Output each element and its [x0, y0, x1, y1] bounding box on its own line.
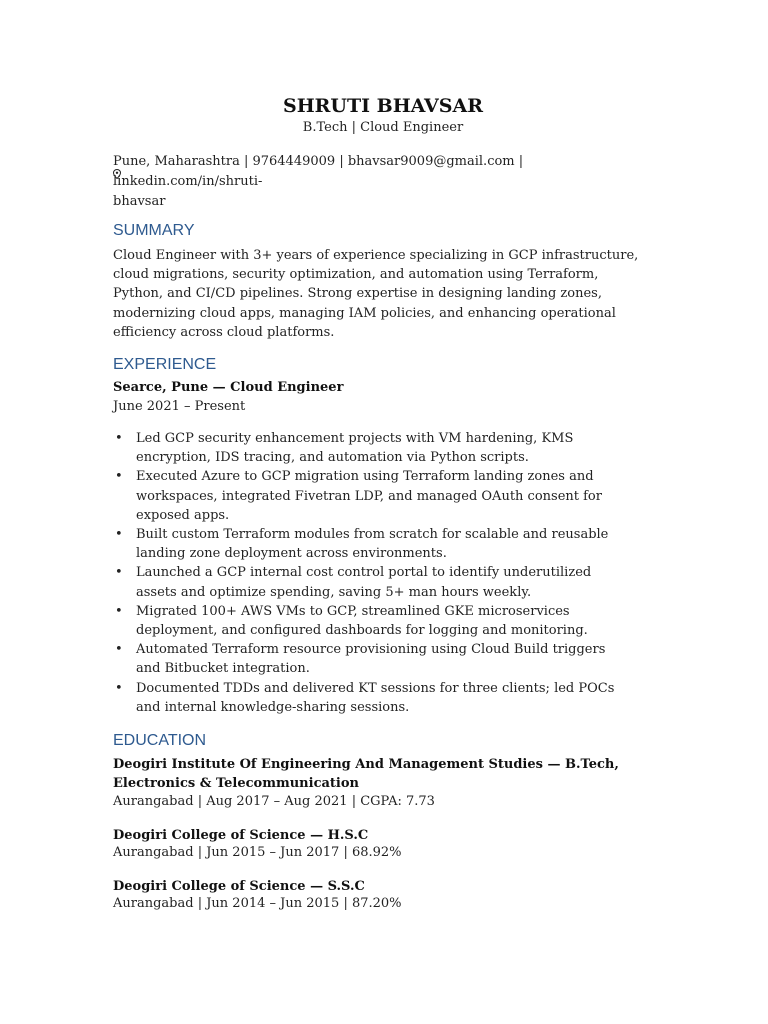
education-meta: Aurangabad | Jun 2015 – Jun 2017 | 68.92%: [113, 845, 402, 860]
contact-line-2: bhavsar: [113, 194, 166, 209]
bullet-icon: •: [115, 469, 123, 485]
list-item: • Documented TDDs and delivered KT sessions for three clients; led POCs and internal knowledge-sharing sessions.: [115, 680, 615, 715]
list-item: • Executed Azure to GCP migration using Terraform landing zones and workspaces, integrated Fivetran LDP, and managed OAuth consent for exposed apps.: [115, 469, 602, 523]
education-school: Deogiri College of Science — S.S.C: [113, 879, 365, 894]
education-meta: Aurangabad | Aug 2017 – Aug 2021 | CGPA: 7.73: [113, 794, 435, 809]
education-heading: EDUCATION: [113, 732, 207, 749]
summary-text: Cloud Engineer with 3+ years of experience specializing in GCP infrastructure, cloud migrations, security optimization, and automation using Terraform, Python, and CI/CD pipelines. Strong expertise in designing landing zones, modernizing cloud apps, managing IAM policies, and enhancing operational efficiency across cloud platforms.: [113, 248, 639, 340]
summary-heading: SUMMARY: [113, 222, 195, 239]
bullet-icon: •: [115, 565, 123, 581]
bullet-icon: •: [115, 680, 123, 696]
list-item: • Built custom Terraform modules from scratch for scalable and reusable landing zone deployment across environments.: [115, 527, 609, 562]
job-title: Searce, Pune — Cloud Engineer: [113, 380, 344, 395]
contact-info: [113, 152, 653, 212]
bullet-icon: •: [115, 431, 123, 446]
candidate-name: SHRUTI BHAVSAR: [282, 95, 484, 117]
education-school: Deogiri College of Science — H.S.C: [113, 828, 369, 843]
bullet-icon: •: [115, 527, 123, 543]
contact-line-1: Pune, Maharashtra | 9764449009 | bhavsar9009@gmail.com | linkedin.com/in/shruti-: [113, 154, 524, 189]
bullet-icon: •: [115, 642, 123, 658]
experience-bullet-list: [113, 429, 633, 717]
education-meta: Aurangabad | Jun 2014 – Jun 2015 | 87.20%: [113, 896, 402, 911]
bullet-icon: •: [115, 603, 123, 619]
list-item: • Automated Terraform resource provisioning using Cloud Build triggers and Bitbucket integration.: [115, 642, 606, 677]
education-school: Deogiri Institute Of Engineering And Management Studies — B.Tech, Electronics & Telecommunication: [113, 757, 619, 791]
experience-heading: EXPERIENCE: [113, 356, 217, 373]
job-dates: June 2021 – Present: [113, 399, 246, 414]
list-item: • Launched a GCP internal cost control portal to identify underutilized assets and optimize spending, saving 5+ man hours weekly.: [115, 565, 592, 600]
list-item: • Migrated 100+ AWS VMs to GCP, streamlined GKE microservices deployment, and configured dashboards for logging and monitoring.: [115, 603, 588, 639]
list-item: • Led GCP security enhancement projects with VM hardening, KMS encryption, IDS tracing, and automation via Python scripts.: [115, 431, 574, 466]
candidate-subtitle: B.Tech | Cloud Engineer: [302, 120, 464, 135]
